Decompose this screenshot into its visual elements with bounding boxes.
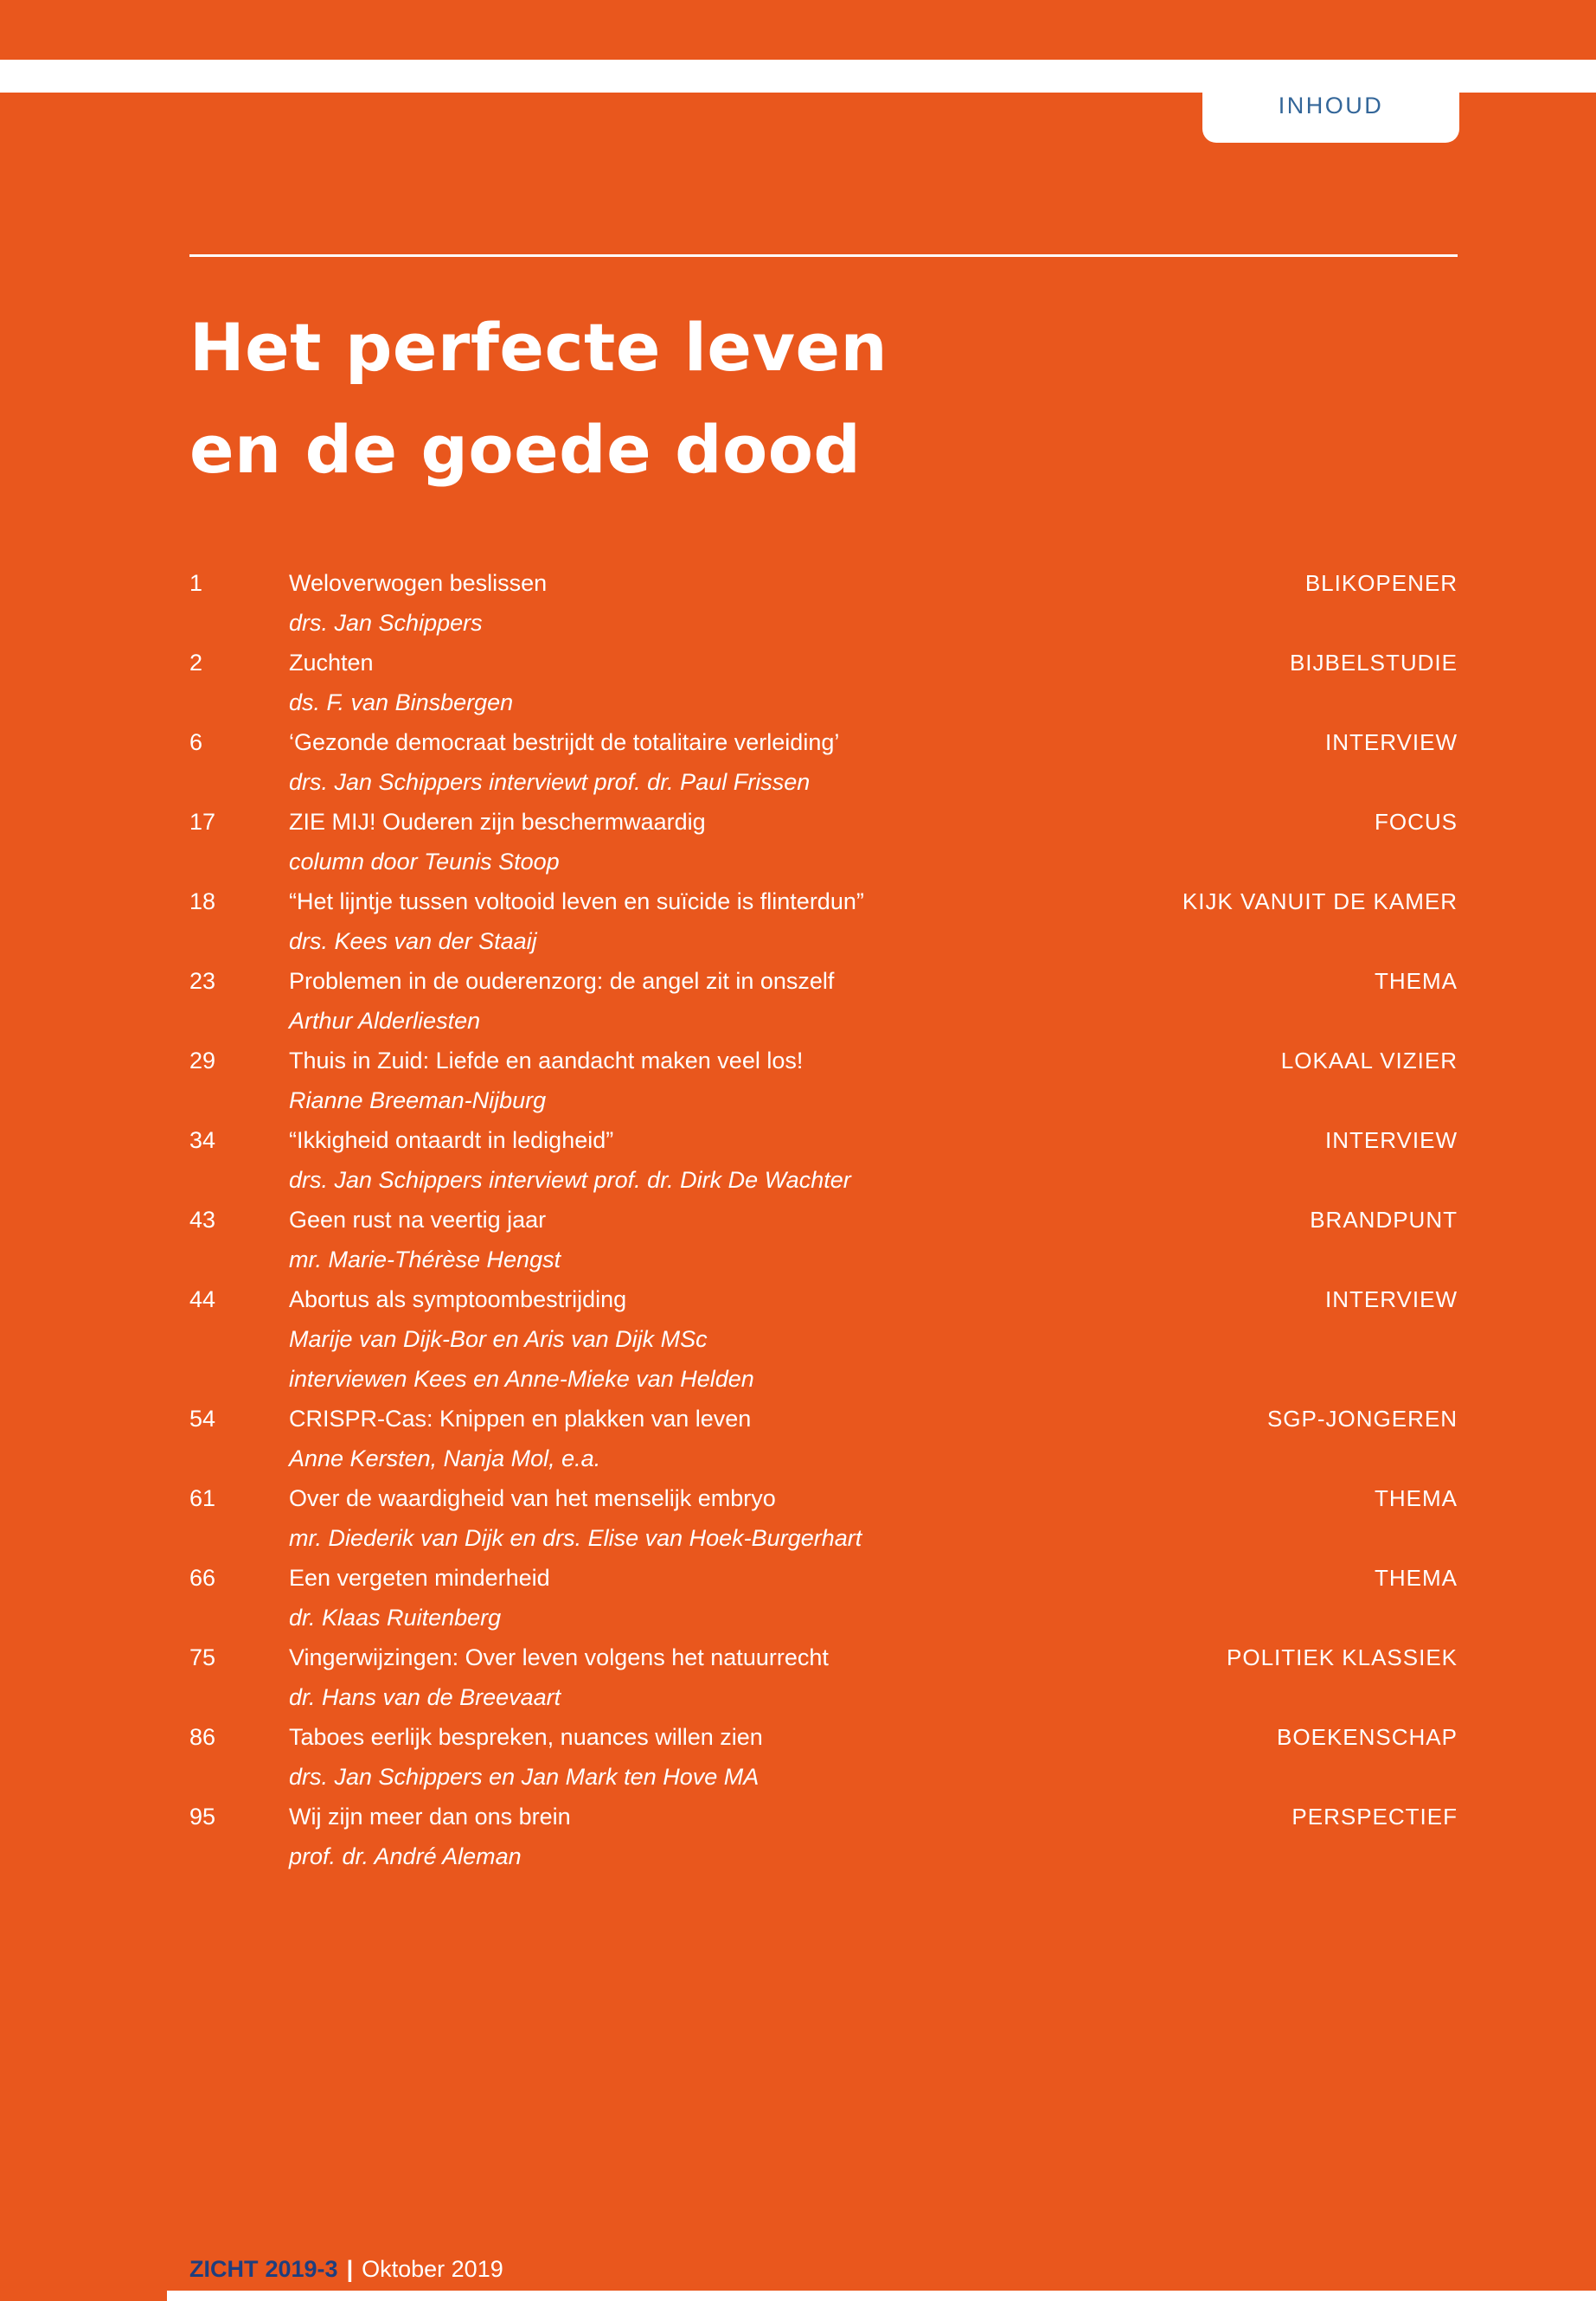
toc-page-number: 34 — [189, 1127, 216, 1153]
toc-entry-authors — [289, 1836, 1271, 1876]
toc-entry-category: KIJK VANUIT DE KAMER — [1182, 888, 1458, 914]
toc-author-line: drs. Jan Schippers interviewt prof. dr. Dirk De Wachter — [289, 1167, 851, 1193]
toc-entry-text — [289, 563, 1305, 643]
content-area — [189, 254, 1458, 1876]
footer-separator: | — [346, 2256, 354, 2282]
toc-page-number: 95 — [189, 1804, 216, 1830]
toc-entry — [189, 1558, 1458, 1638]
toc-entry-category: FOCUS — [1375, 809, 1458, 835]
toc-page-number: 54 — [189, 1406, 216, 1432]
title-divider-line — [189, 254, 1458, 257]
toc-page-number: 29 — [189, 1048, 216, 1074]
toc-entry-authors — [289, 1001, 1354, 1041]
toc-entry-title: Problemen in de ouderenzorg: de angel zit in onszelf — [289, 968, 835, 994]
toc-author-line: Arthur Alderliesten — [289, 1008, 481, 1034]
toc-entry — [189, 1399, 1458, 1478]
toc-entry-category: BOEKENSCHAP — [1277, 1724, 1458, 1750]
toc-entry-title: “Ikkigheid ontaardt in ledigheid” — [289, 1127, 614, 1153]
toc-entry-title: Abortus als symptoombestrijding — [289, 1286, 627, 1312]
page-title-line1: Het perfecte leven — [189, 309, 888, 386]
toc-author-line: drs. Jan Schippers en Jan Mark ten Hove MA — [289, 1764, 760, 1790]
toc-entry-category: SGP-JONGEREN — [1266, 1406, 1458, 1432]
page-title — [189, 297, 1458, 501]
toc-entry-title: CRISPR-Cas: Knippen en plakken van leven — [289, 1406, 752, 1432]
toc-entry-text — [289, 1279, 1325, 1399]
toc-entry-title: Zuchten — [289, 650, 374, 676]
toc-entry-category: PERSPECTIEF — [1292, 1804, 1458, 1830]
toc-entry — [189, 1041, 1458, 1120]
toc-entry-text — [289, 1120, 1325, 1200]
toc-entry — [189, 1797, 1458, 1876]
page-footer — [189, 2254, 503, 2284]
toc-entry — [189, 1120, 1458, 1200]
toc-page-number: 6 — [189, 729, 203, 755]
toc-entry-authors — [289, 762, 1304, 802]
toc-page-number: 2 — [189, 650, 203, 676]
toc-entry — [189, 563, 1458, 643]
toc-author-line: drs. Jan Schippers interviewt prof. dr. Paul Frissen — [289, 769, 811, 795]
toc-entry-category: INTERVIEW — [1325, 729, 1458, 755]
toc-entry-title: Geen rust na veertig jaar — [289, 1207, 547, 1233]
toc-author-line: Marije van Dijk-Bor en Aris van Dijk MSc — [289, 1326, 708, 1352]
toc-entry-title: ZIE MIJ! Ouderen zijn beschermwaardig — [289, 809, 706, 835]
toc-author-line: interviewen Kees en Anne-Mieke van Helden — [289, 1366, 754, 1392]
toc-entry-category: BIJBELSTUDIE — [1289, 650, 1458, 676]
toc-entry-authors — [289, 1677, 1206, 1717]
toc-entry-authors — [289, 1518, 1354, 1558]
toc-page-number: 17 — [189, 809, 216, 835]
toc-entry — [189, 802, 1458, 881]
toc-author-line: dr. Hans van de Breevaart — [289, 1684, 561, 1710]
footer-magazine-name: ZICHT — [189, 2256, 259, 2282]
toc-entry — [189, 1638, 1458, 1717]
toc-entry-text — [289, 1797, 1292, 1876]
toc-entry — [189, 1200, 1458, 1279]
toc-page-number: 86 — [189, 1724, 216, 1750]
toc-entry-category: THEMA — [1375, 1485, 1458, 1511]
toc-entry-text — [289, 961, 1375, 1041]
toc-list — [189, 563, 1458, 1876]
toc-entry-authors — [289, 842, 1354, 881]
bottom-white-strip — [167, 2291, 1596, 2301]
toc-author-line: Rianne Breeman-Nijburg — [289, 1087, 547, 1113]
toc-author-line: column door Teunis Stoop — [289, 849, 560, 875]
toc-entry-category: INTERVIEW — [1325, 1127, 1458, 1153]
toc-entry-category: INTERVIEW — [1325, 1286, 1458, 1312]
inhoud-tab — [1202, 60, 1459, 143]
toc-page-number: 61 — [189, 1485, 216, 1511]
toc-entry-text — [289, 1478, 1375, 1558]
toc-entry-title: Wij zijn meer dan ons brein — [289, 1804, 571, 1830]
toc-page-number: 66 — [189, 1565, 216, 1591]
toc-entry — [189, 1717, 1458, 1797]
toc-page-number: 18 — [189, 888, 216, 914]
toc-entry-text — [289, 881, 1183, 961]
toc-author-line: prof. dr. André Aleman — [289, 1843, 522, 1869]
toc-entry-title: Taboes eerlijk bespreken, nuances willen zien — [289, 1724, 763, 1750]
toc-entry-category: THEMA — [1375, 968, 1458, 994]
footer-date: Oktober 2019 — [362, 2256, 503, 2282]
toc-entry-text — [289, 1638, 1227, 1717]
toc-entry-text — [289, 722, 1325, 802]
toc-entry-authors — [289, 1757, 1256, 1797]
toc-author-line: drs. Kees van der Staaij — [289, 928, 537, 954]
toc-author-line: ds. F. van Binsbergen — [289, 689, 514, 715]
toc-page-number: 75 — [189, 1644, 216, 1670]
toc-entry-authors — [289, 1080, 1260, 1120]
toc-entry-authors — [289, 1598, 1354, 1638]
toc-entry-text — [289, 643, 1290, 722]
toc-entry-title: Een vergeten minderheid — [289, 1565, 550, 1591]
toc-page-number: 1 — [189, 570, 203, 596]
footer-issue: 2019-3 — [265, 2256, 338, 2282]
toc-entry-authors — [289, 1319, 1304, 1399]
toc-entry-authors — [289, 683, 1269, 722]
inhoud-tab-label: INHOUD — [1278, 92, 1384, 119]
toc-entry-authors — [289, 1160, 1304, 1200]
toc-page-number: 43 — [189, 1207, 216, 1233]
toc-author-line: dr. Klaas Ruitenberg — [289, 1605, 502, 1631]
toc-entry-text — [289, 802, 1375, 881]
toc-entry-category: BRANDPUNT — [1310, 1207, 1458, 1233]
toc-entry-category: BLIKOPENER — [1304, 570, 1458, 596]
toc-entry-title: Vingerwijzingen: Over leven volgens het natuurrecht — [289, 1644, 829, 1670]
toc-entry-authors — [289, 1240, 1289, 1279]
toc-entry-title: ‘Gezonde democraat bestrijdt de totalitaire verleiding’ — [289, 729, 840, 755]
page-title-line2: en de goede dood — [189, 411, 862, 488]
toc-entry-title: Thuis in Zuid: Liefde en aandacht maken veel los! — [289, 1048, 804, 1074]
toc-entry-category: LOKAAL VIZIER — [1280, 1048, 1458, 1074]
toc-entry-authors — [289, 921, 1162, 961]
toc-entry-category: THEMA — [1375, 1565, 1458, 1591]
toc-entry-authors — [289, 1439, 1247, 1478]
toc-author-line: drs. Jan Schippers — [289, 610, 483, 636]
toc-entry — [189, 643, 1458, 722]
toc-author-line: mr. Diederik van Dijk en drs. Elise van Hoek-Burgerhart — [289, 1525, 862, 1551]
toc-entry — [189, 1478, 1458, 1558]
toc-entry-title: “Het lijntje tussen voltooid leven en suïcide is flinterdun” — [289, 888, 864, 914]
toc-entry-text — [289, 1717, 1277, 1797]
toc-entry-title: Weloverwogen beslissen — [289, 570, 548, 596]
toc-page-number: 23 — [189, 968, 216, 994]
toc-entry — [189, 1279, 1458, 1399]
toc-entry — [189, 961, 1458, 1041]
toc-entry-authors — [289, 603, 1285, 643]
toc-entry-text — [289, 1399, 1267, 1478]
toc-page-number: 44 — [189, 1286, 216, 1312]
toc-entry — [189, 881, 1458, 961]
toc-entry-text — [289, 1200, 1310, 1279]
toc-author-line: mr. Marie-Thérèse Hengst — [289, 1247, 561, 1272]
toc-entry-text — [289, 1558, 1375, 1638]
toc-author-line: Anne Kersten, Nanja Mol, e.a. — [289, 1445, 601, 1471]
toc-entry-category: POLITIEK KLASSIEK — [1227, 1644, 1458, 1670]
toc-entry-title: Over de waardigheid van het menselijk embryo — [289, 1485, 776, 1511]
toc-entry — [189, 722, 1458, 802]
toc-entry-text — [289, 1041, 1281, 1120]
